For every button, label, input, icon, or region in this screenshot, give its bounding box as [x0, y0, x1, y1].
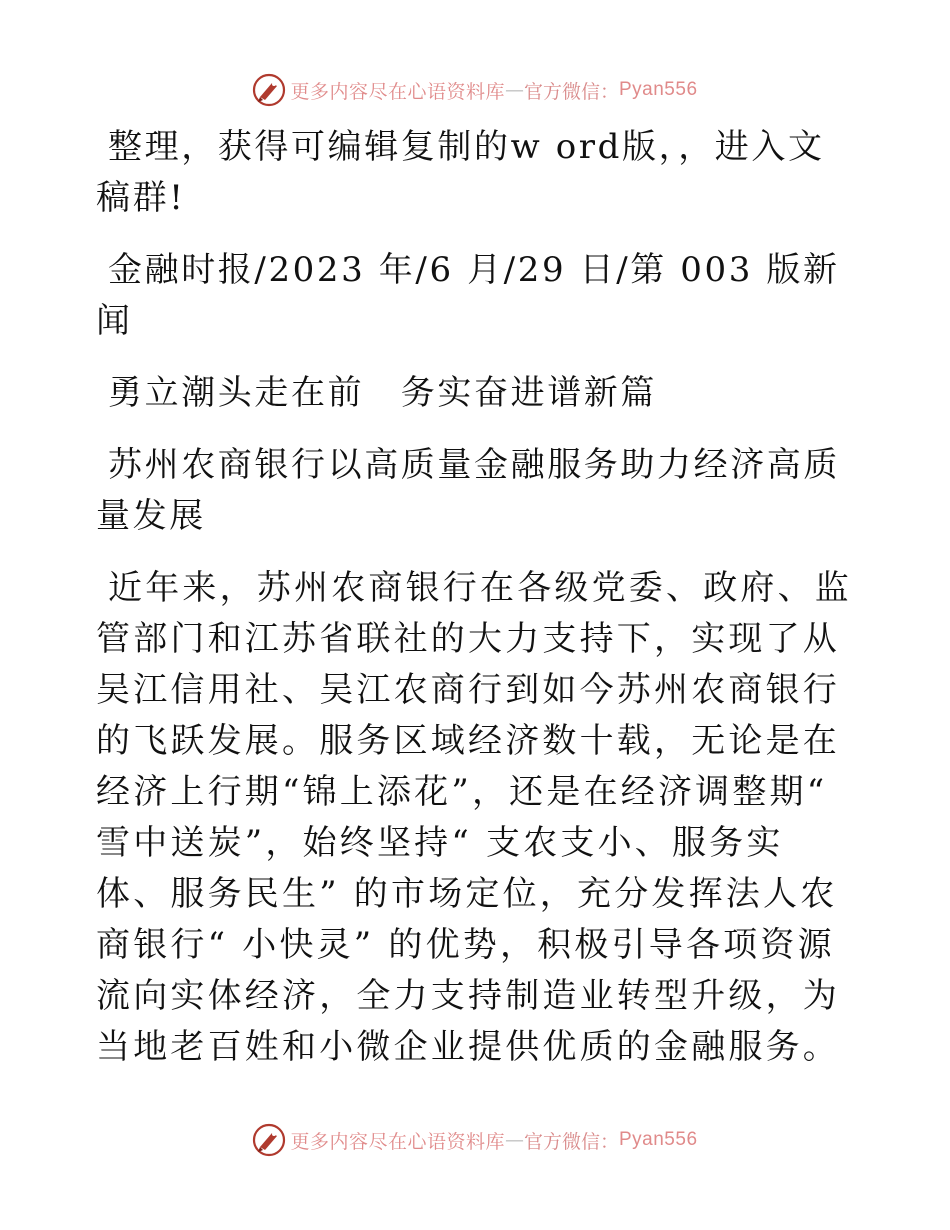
watermark-banner-top	[0, 70, 950, 110]
subheadline: 苏州农商银行以高质量金融服务助力经济高质量发展	[96, 445, 840, 536]
pen-logo-icon	[252, 73, 286, 107]
document-body	[96, 122, 856, 1094]
watermark-separator: —	[504, 1129, 524, 1151]
source-line: 金融时报/2023 年/6 月/29 日/第 003 版新闻	[96, 250, 840, 341]
pen-logo-icon	[252, 1123, 286, 1157]
watermark-official-label: 官方微信：	[523, 80, 619, 103]
headline: 勇立潮头走在前 务实奋进谱新篇	[108, 373, 657, 413]
watermark-separator: —	[504, 79, 524, 101]
watermark-brand-text: 更多内容尽在心语资料库	[290, 1130, 505, 1153]
intro-line: 整理，获得可编辑复制的w ord版，，进入文稿群!	[96, 127, 825, 218]
watermark-banner-bottom	[0, 1120, 950, 1160]
body-paragraph: 近年来，苏州农商银行在各级党委、政府、监管部门和江苏省联社的大力支持下，实现了从吴江信用社、吴江农商行到如今苏州农商银行的飞跃发展。服务区域经济数十载，无论是在经济上行期“锦上添花”，还是在经济调整期“ 雪中送炭”，始终坚持“ 支农支小、服务实体、服务民生” 的市场定位，充分发挥法人农商银行“ 小快灵” 的优势，积极引导各项资源流向实体经济，全力支持制造业转型升级，为当地老百姓和小微企业提供优质的金融服务。	[96, 568, 852, 1067]
watermark-handle: Pyan556	[619, 1129, 698, 1150]
watermark-official-label: 官方微信：	[523, 1130, 619, 1153]
watermark-brand-text: 更多内容尽在心语资料库	[290, 80, 505, 103]
watermark-handle: Pyan556	[619, 79, 698, 100]
